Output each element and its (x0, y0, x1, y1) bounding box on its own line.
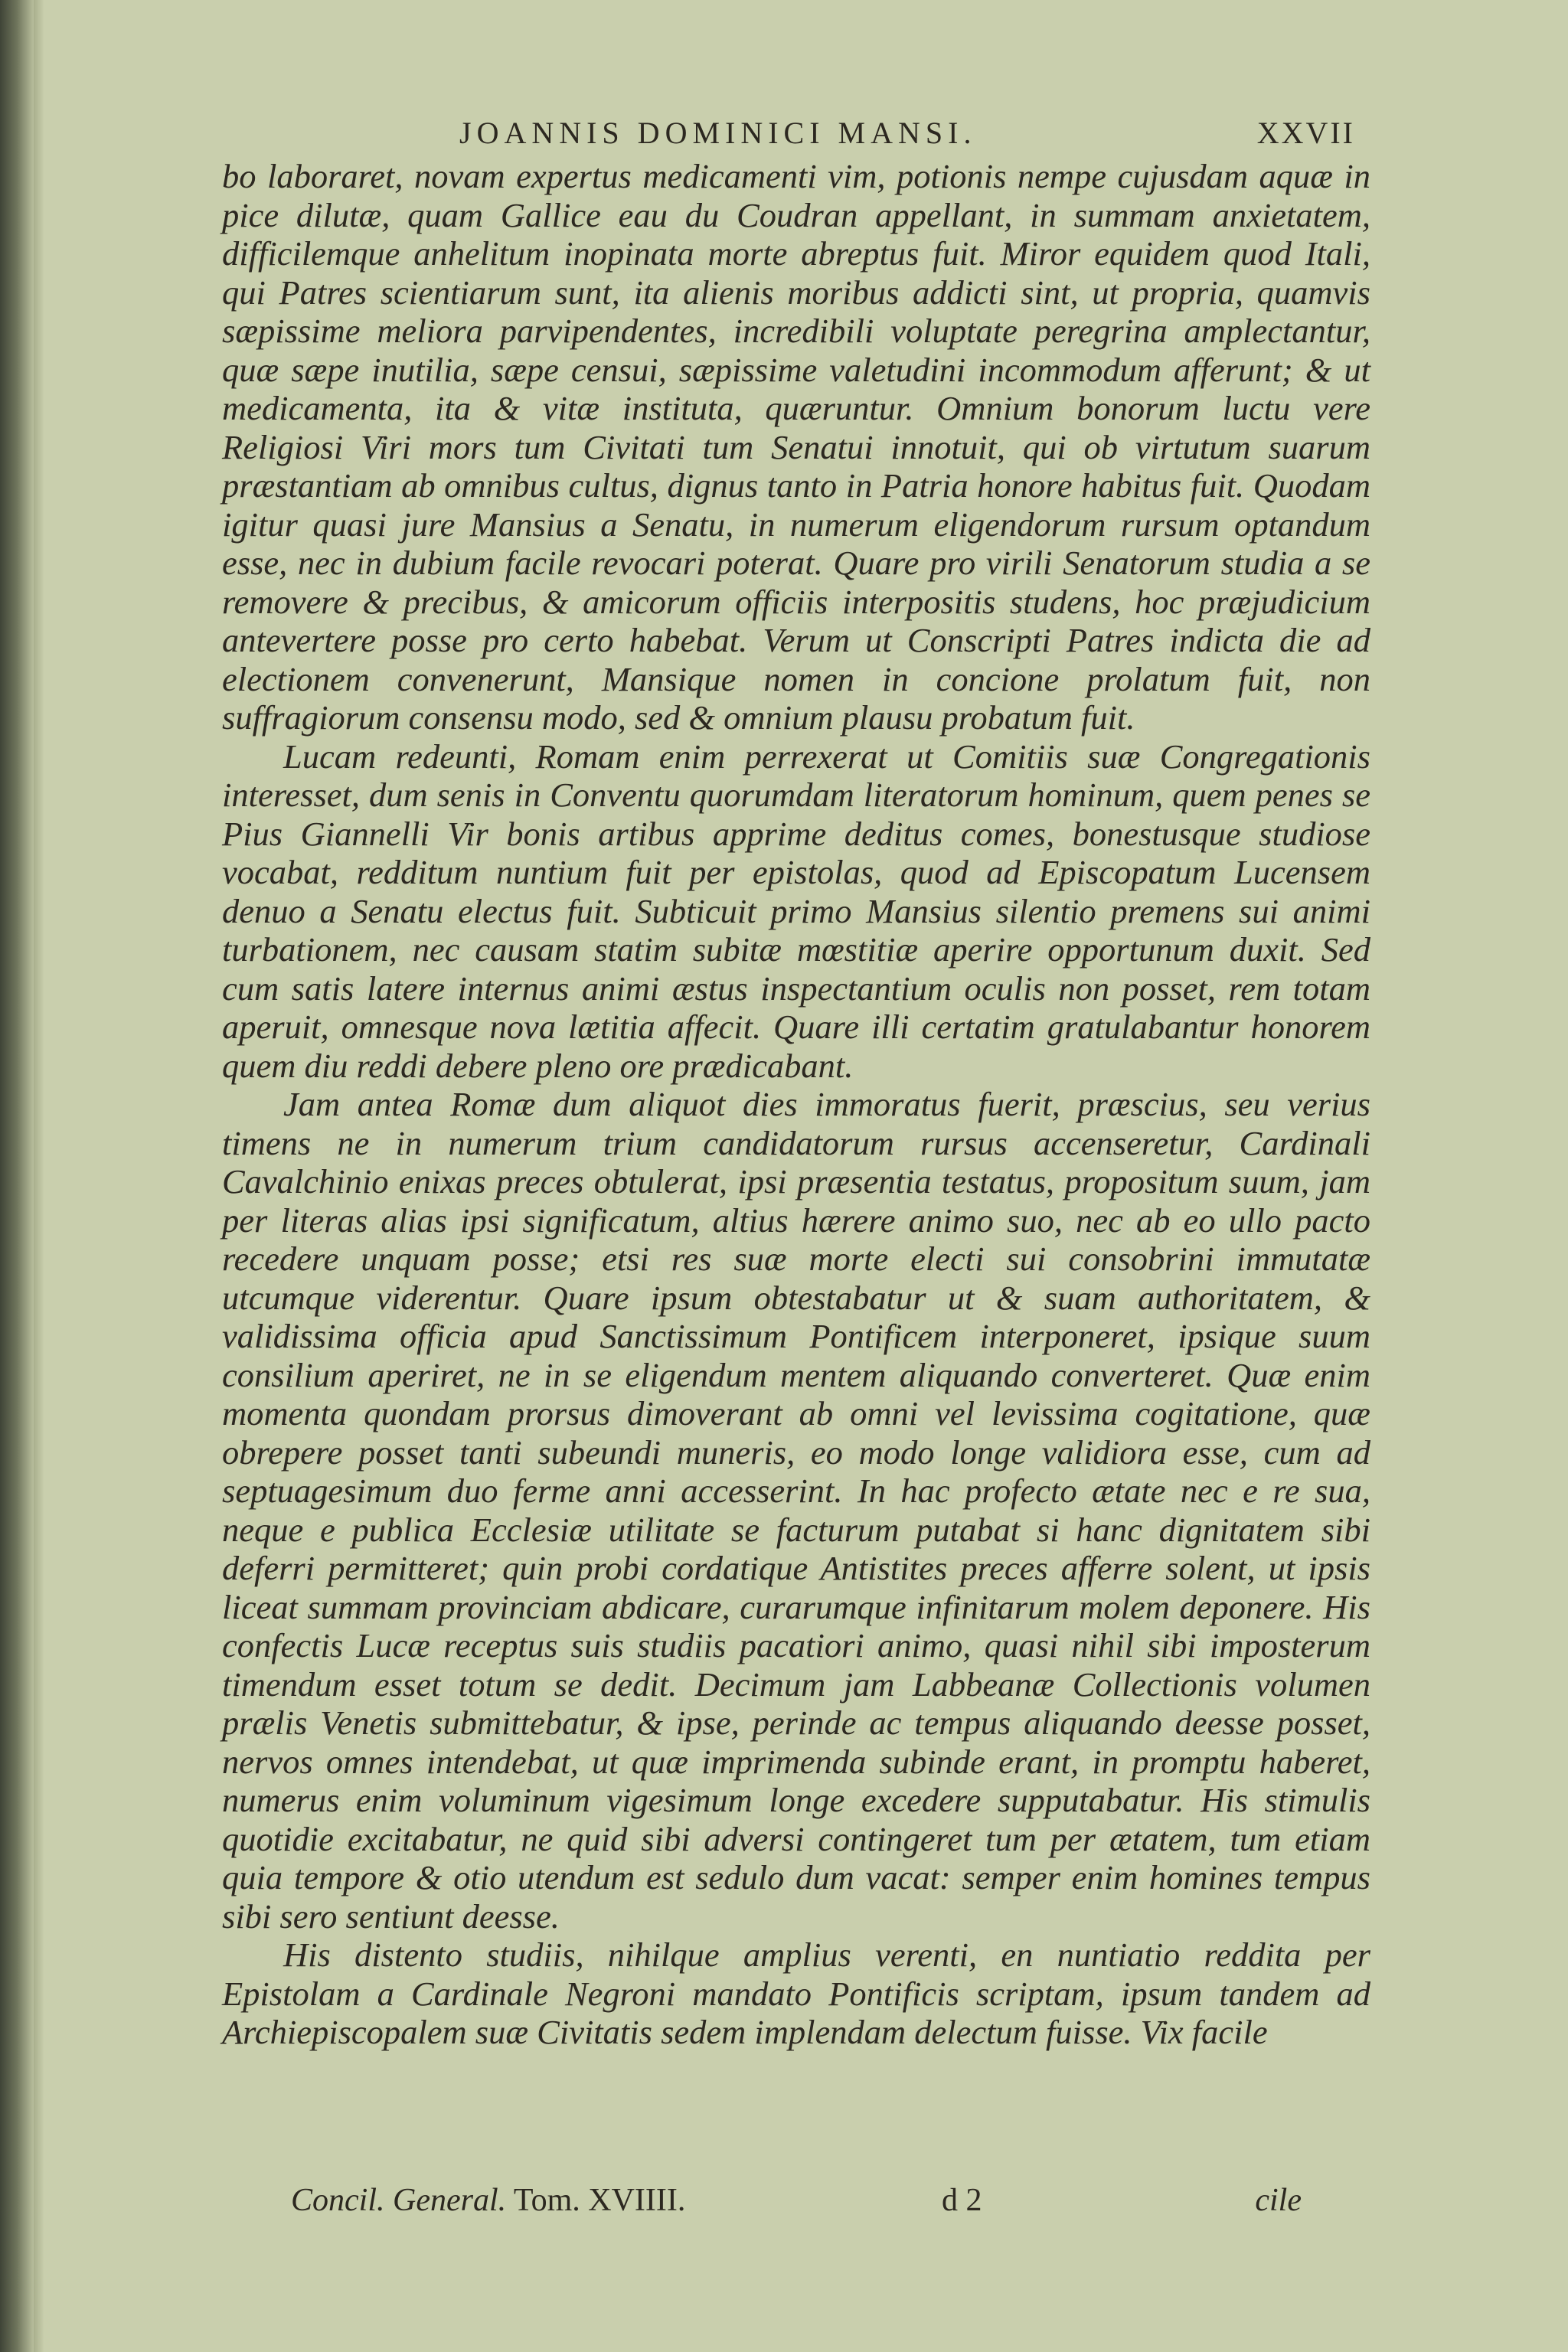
catchword: cile (1255, 2183, 1302, 2218)
main-text (222, 157, 1370, 2052)
running-title: JOANNIS DOMINICI MANSI. (459, 116, 977, 150)
signature-mark: d 2 (942, 2183, 982, 2218)
page-number: XXVII (1256, 116, 1355, 150)
paragraph-4: His distento studiis, nihilque amplius verenti, en nuntiatio reddita per Epistolam a Cardinale Negroni mandato Pontificis scriptam, ipsum tandem ad Archiepiscopalem suæ Civitatis sedem implendam delectum fuisse. Vix facile (222, 1936, 1370, 2051)
paragraph-2: Lucam redeunti, Romam enim perrexerat ut Comitiis suæ Congregationis interesset, dum senis in Conventu quorumdam literatorum hominum, quem penes se Pius Giannelli Vir bonis artibus apprime deditus comes, bonestusque studiose vocabat, redditum nuntium fuit per epistolas, quod ad Episcopatum Lucensem denuo a Senatu electus fuit. Subticuit primo Mansius silentio premens sui animi turbationem, nec causam statim subitæ mœstitiæ aperire opportunum duxit. Sed cum satis latere internus animi æstus inspectantium oculis non posset, rem totam aperuit, omnesque nova lætitia affecit. Quare illi certatim gratulabantur honorem quem diu reddi debere pleno ore prædicabant. (222, 737, 1370, 1085)
paragraph-1: bo laboraret, novam expertus medicamenti vim, potionis nempe cujusdam aquæ in pice dilutæ, quam Gallice eau du Coudran appellant, in summam anxietatem, difficilemque anhelitum inopinata morte abreptus fuit. Miror equidem quod Itali, qui Patres scientiarum sunt, ita alienis moribus addicti sint, ut propria, quamvis sæpissime meliora parvipendentes, incredibili voluptate peregrina amplectantur, quæ sæpe inutilia, sæpe censui, sæpissime valetudini incommodum afferunt; & ut medicamenta, ita & vitæ instituta, quæruntur. Omnium bonorum luctu vere Religiosi Viri mors tum Civitati tum Senatui innotuit, qui ob virtutum suarum præstantiam ab omnibus cultus, dignus tanto in Patria honore habitus fuit. Quodam igitur quasi jure Mansius a Senatu, in numerum eligendorum rursum optandum esse, nec in dubium facile revocari poterat. Quare pro virili Senatorum studia a se removere & precibus, & amicorum officiis interpositis studens, hoc præjudicium antevertere posse pro certo habebat. Verum ut Conscripti Patres indicta die ad electionem convenerunt, Mansique nomen in concione prolatum fuit, non suffragiorum consensu modo, sed & omnium plausu probatum fuit. (222, 157, 1370, 737)
volume-reference (291, 2182, 685, 2219)
volume-number: Tom. XVIIII. (513, 2183, 686, 2218)
paragraph-3: Jam antea Romæ dum aliquot dies immoratus fuerit, præscius, seu verius timens ne in numerum trium candidatorum rursus accenseretur, Cardinali Cavalchinio enixas preces obtulerat, ipsi præsentia testatus, propositum suum, jam per literas alias ipsi significatum, altius hærere animo suo, nec ab eo ullo pacto recedere unquam posse; etsi res suæ morte electi sui consobrini immutatæ utcumque viderentur. Quare ipsum obtestabatur ut & suam authoritatem, & validissima officia apud Sanctissimum Pontificem interponeret, ipsique suum consilium aperiret, ne in se eligendum mentem aliquando converteret. Quæ enim momenta quondam prorsus dimoverant ab omni vel levissima cogitatione, quæ obrepere posset tanti subeundi muneris, eo modo longe validiora esse, cum ad septuagesimum duo ferme anni accesserint. In hac profecto ætate nec e re sua, neque e publica Ecclesiæ utilitate se facturum putabat si hanc dignitatem sibi deferri permitteret; quin probi cordatique Antistites preces afferre solent, ut ipsis liceat summam provinciam abdicare, curarumque infinitarum molem deponere. His confectis Lucæ receptus suis studiis pacatiori animo, quasi nihil sibi imposterum timendum esset totum se dedit. Decimum jam Labbeanæ Collectionis volumen prælis Venetis submittebatur, & ipse, perinde ac tempus aliquando deesse posset, nervos omnes intendebat, ut quæ imprimenda subinde erant, in promptu haberet, numerus enim voluminum vigesimum longe excedere supputabatur. His stimulis quotidie excitabatur, ne quid sibi adversi contingeret tum per ætatem, tum etiam quia tempore & otio utendum est sedulo dum vacat: semper enim homines tempus sibi sero sentiunt deesse. (222, 1085, 1370, 1936)
volume-label: Concil. General. (291, 2183, 507, 2218)
page-header (230, 115, 1355, 161)
page-footer (291, 2182, 1302, 2225)
book-spine-shadow (0, 0, 34, 2352)
page-gutter (34, 0, 44, 2352)
